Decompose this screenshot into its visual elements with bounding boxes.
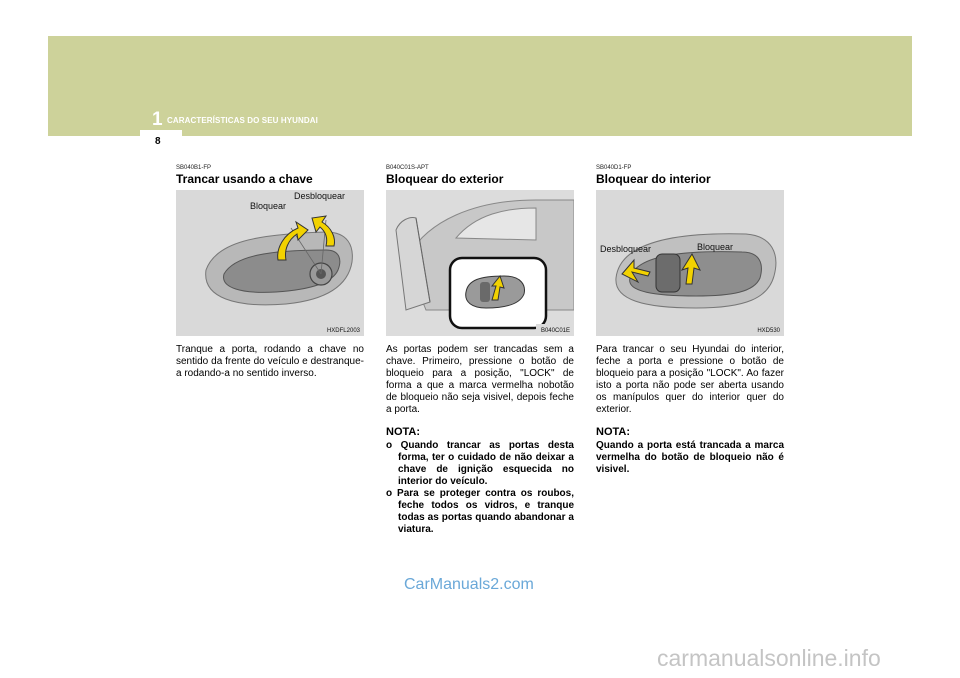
door-handle-key-illustration xyxy=(176,190,364,336)
section-title: Bloquear do exterior xyxy=(386,172,504,186)
watermark-carmanuals2[interactable]: CarManuals2.com xyxy=(404,576,534,593)
chapter-title: CARACTERÍSTICAS DO SEU HYUNDAI xyxy=(167,116,319,125)
section-code: B040C01S-APT xyxy=(386,165,429,171)
section-body: As portas podem ser trancadas sem a chave. Primeiro, pressione o botão de bloqueio para a posição, "LOCK" de forma a que a marca vermelha nobotão de bloqueio não seja visivel, depois feche a porta. xyxy=(386,344,574,415)
section-code: SB040B1-FP xyxy=(176,165,212,171)
section-body: Tranque a porta, rodando a chave no sentido da frente do veículo e destranque-a rodando-a no sentido inverso. xyxy=(176,344,364,379)
nota-item: o Para se proteger contra os roubos, feche todos os vidros, e tranque todas as portas quando abandonar a viatura. xyxy=(386,488,574,535)
label-lock: Bloquear xyxy=(697,242,734,252)
nota-text: Quando a porta está trancada a marca vermelha do botão de bloqueio não é visivel. xyxy=(596,440,784,475)
section-title: Trancar usando a chave xyxy=(176,172,313,186)
car-door-illustration xyxy=(386,190,574,336)
nota-item: o Quando trancar as portas desta forma, ter o cuidado de não deixar a chave de ignição esquecida no interior do veículo. xyxy=(386,440,574,487)
chapter-number: 1 xyxy=(152,109,163,130)
section-lock-from-inside xyxy=(596,164,784,476)
figure-key-lock xyxy=(176,190,364,336)
label-unlock: Desbloquear xyxy=(294,191,346,201)
label-unlock: Desbloquear xyxy=(600,244,652,254)
label-lock: Bloquear xyxy=(250,201,287,211)
figure-code: B040C01E xyxy=(540,328,570,334)
figure-code: HXD530 xyxy=(757,328,780,334)
figure-code: HXDFL2003 xyxy=(326,328,360,334)
nota-title: NOTA: xyxy=(386,426,421,438)
page-tab xyxy=(140,130,182,152)
section-code: SB040D1-FP xyxy=(596,165,632,171)
figure-inside-lock xyxy=(596,190,784,336)
section-lock-from-outside xyxy=(386,164,574,536)
page-number: 8 xyxy=(155,136,161,147)
watermark-carmanualsonline[interactable]: carmanualsonline.info xyxy=(657,645,881,671)
section-body: Para trancar o seu Hyundai do interior, feche a porta e pressione o botão de bloqueio para a posição "LOCK". Ao fazer isto a porta não pode ser aberta usando os manípulos quer do interior quer do exterior. xyxy=(596,344,784,415)
section-title: Bloquear do interior xyxy=(596,172,711,186)
section-lock-with-key xyxy=(176,164,364,380)
figure-outside-lock xyxy=(386,190,574,336)
nota-title: NOTA: xyxy=(596,426,631,438)
inside-handle-illustration xyxy=(596,190,784,336)
